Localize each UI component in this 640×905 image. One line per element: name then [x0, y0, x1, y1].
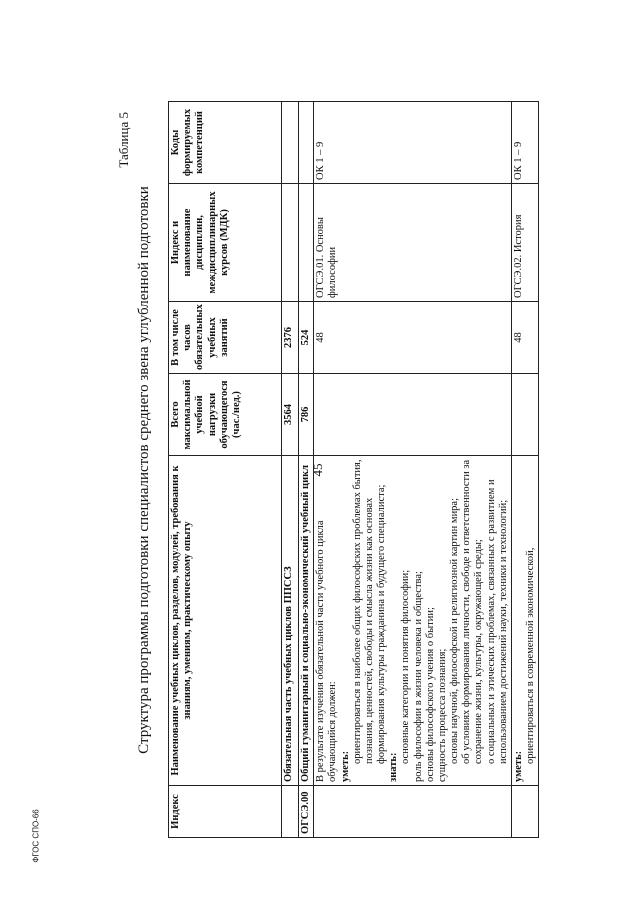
table-row-mandatory-part	[282, 102, 299, 838]
umet-label: уметь:	[512, 750, 524, 782]
cell-empty	[299, 102, 314, 184]
znat-item: о социальных и этических проблемах, связанных с развитием и использованием достижений науки, техники и технологий;	[485, 479, 509, 764]
umet-text: ориентироваться в наиболее общих философских проблемах бытия, познания, ценностей, свободы и смысла жизни как основах формирования культуры гражданина и будущего специалиста;	[351, 459, 388, 764]
table-label: Таблица 5	[116, 112, 131, 168]
header-codes: Коды формируемых компетенций	[169, 102, 282, 184]
cell-philosophy-mandatory: 48	[314, 302, 512, 374]
page-number: 45	[310, 463, 325, 477]
program-structure-table	[168, 101, 539, 838]
cell-index-empty	[511, 786, 538, 838]
table-header-row	[169, 102, 282, 838]
cell-empty	[511, 374, 538, 456]
table-row-ogse	[299, 102, 314, 838]
header-index: Индекс	[169, 786, 282, 838]
table-title: Структура программы подготовки специалистов среднего звена углубленной подготовки	[136, 186, 152, 754]
znat-item: сущность процесса познания;	[436, 648, 448, 782]
cell-index-empty	[314, 786, 512, 838]
cell-empty	[314, 374, 512, 456]
cell-history-requirements	[511, 456, 538, 786]
header-mandatory: В том числе часов обязательных учебных занятий	[169, 302, 282, 374]
requirements-intro: В результате изучения обязательной части учебного цикла обучающийся должен:	[315, 520, 339, 782]
cell-ogse-mandatory: 524	[299, 302, 314, 374]
cell-history-mandatory: 48	[511, 302, 538, 374]
znat-label: знать:	[388, 752, 400, 782]
cell-empty	[282, 102, 299, 184]
cell-ogse-index: ОГСЭ.00	[299, 786, 314, 838]
header-discipline: Индекс и наименование дисциплин, междисциплинарных курсов (МДК)	[169, 184, 282, 302]
cell-ogse-total: 786	[299, 374, 314, 456]
cell-philosophy-requirements	[314, 456, 512, 786]
rotated-page-content	[110, 80, 640, 860]
znat-item: основные категории и понятия философии;	[400, 569, 412, 764]
footer-code: ФГОС СПО-66	[31, 809, 41, 863]
header-name: Наименование учебных циклов, разделов, модулей, требования к знаниям, умениям, практическому опыту	[169, 456, 282, 786]
cell-ogse-name: Общий гуманитарный и социально-экономический учебный цикл	[299, 456, 314, 786]
umet-label: уметь:	[339, 750, 351, 782]
cell-philosophy-codes: ОК 1 – 9	[314, 102, 512, 184]
znat-item: об условиях формирования личности, свободе и ответственности за сохранение жизни, культуры, окружающей среды;	[461, 459, 485, 764]
cell-index-empty	[282, 786, 299, 838]
umet-text: ориентироваться в современной экономической,	[525, 547, 537, 764]
cell-empty	[299, 184, 314, 302]
cell-mandatory-part-total: 3564	[282, 374, 299, 456]
cell-history-codes: ОК 1 – 9	[511, 102, 538, 184]
table-row-philosophy	[314, 102, 512, 838]
cell-empty	[282, 184, 299, 302]
cell-history-discipline: ОГСЭ.02. История	[511, 184, 538, 302]
znat-item: роль философии в жизни человека и общества;	[412, 571, 424, 782]
cell-mandatory-part-name: Обязательная часть учебных циклов ППССЗ	[282, 456, 299, 786]
table-row-history	[511, 102, 538, 838]
znat-item: основы научной, философской и религиозной картин мира;	[449, 497, 461, 764]
znat-item: основы философского учения о бытии;	[424, 607, 436, 782]
cell-mandatory-part-mandatory: 2376	[282, 302, 299, 374]
cell-philosophy-discipline: ОГСЭ.01. Основы философии	[314, 184, 512, 302]
header-total: Всего максимальной учебной нагрузки обучающегося (час./нед.)	[169, 374, 282, 456]
